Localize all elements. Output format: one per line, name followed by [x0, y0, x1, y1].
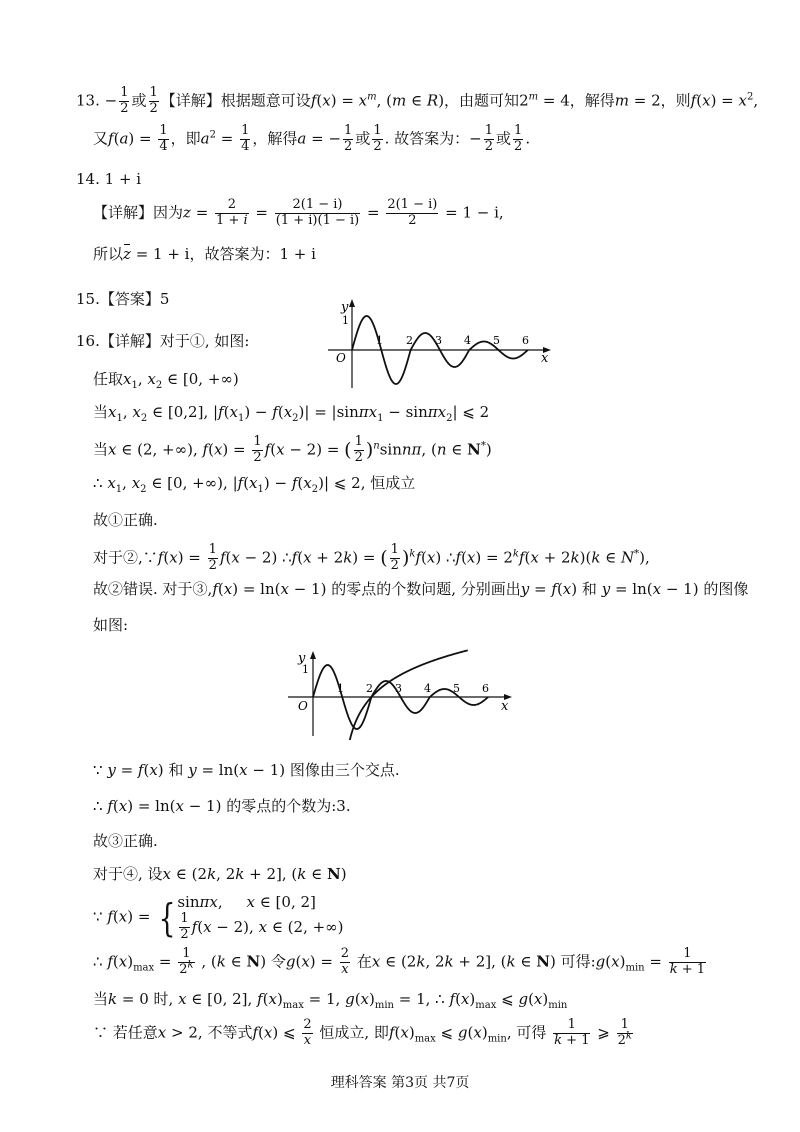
q16-conclusion3: 故③正确.: [93, 832, 158, 850]
graph1-tick-2: 2: [406, 334, 413, 347]
q13-tag: 【详解】: [160, 91, 221, 110]
graph1-y-label: y: [341, 300, 349, 315]
graph2-tick-6: 6: [482, 682, 489, 695]
graph2-tick-4: 4: [424, 682, 431, 695]
graph2-tick-2: 2: [366, 682, 373, 695]
q16-because-line: ∵ y = f(x) 和 y = ln(x − 1) 图像由三个交点.: [93, 761, 400, 779]
q16-as-figure: 如图:: [93, 616, 129, 634]
graph2-x-label: x: [501, 699, 509, 714]
q16-item4-intro: 对于④, 设x ∈ (2k, 2k + 2], (k ∈ N): [93, 865, 347, 883]
q15-line: 15.【答案】5: [76, 290, 170, 308]
q16-take: 任取$x_1$, $x_2$ ∈ [0, +∞): [93, 370, 239, 391]
q13-line1: 13. − $\frac{1}{2}$ 或 $\frac{1}{2}$ 【详解】根据题意可设$f(x) = x^m$, (m ∈ R)，由题可知$2^m = 4$，解得m = 2，则$f(x) = x^2$,: [76, 85, 759, 116]
graph1-x-label: x: [541, 351, 549, 366]
q16-item3: 故②错误. 对于③,f(x) = ln(x − 1) 的零点的个数问题, 分别画出y = f(x) 和 y = ln(x − 1) 的图像: [93, 580, 749, 598]
graph1-tick-1: 1: [376, 334, 383, 347]
graph2-tick-1: 1: [337, 682, 344, 695]
graph1-origin: O: [336, 351, 346, 365]
q16-final: ∵ 若任意x > 2, 不等式f(x) ⩽ $\frac{2}{x}$ 恒成立, 即$f(x)_{max}$ ⩽ $g(x)_{min}$, 可得 $\frac{1}{k + 1}$ ⩾ $\frac{1}{2^k}$: [93, 1017, 632, 1048]
graph-2: [286, 648, 518, 740]
q16-when2: 当x ∈ (2, +∞), f(x) = $\frac{1}{2}$ f(x − 2) = ( $\frac{1}{2}$ )$^n$sinnπ, (n ∈ N*): [93, 434, 492, 465]
q16-zero-count: ∴ f(x) = ln(x − 1) 的零点的个数为:3.: [93, 797, 351, 815]
q16-when-k0: 当k = 0 时, x ∈ [0, 2], $f(x)_{max} = 1$, $g(x)_{min} = 1$, ∴ $f(x)_{max}$ ⩽ $g(x)_{min}$: [93, 990, 568, 1011]
q14-line2: 所以z = 1 + i，故答案为：1 + i: [93, 245, 316, 263]
q16-item2: 对于②,∵f(x) = $\frac{1}{2}$ f(x − 2) ∴f(x + 2k) = ( $\frac{1}{2}$ )$^k$f(x) ∴f(x) = $2^kf(x + 2k)(k$ ∈ N*),: [93, 542, 650, 573]
q15-answer: 5: [159, 290, 170, 308]
graph1-tick-4: 4: [464, 334, 471, 347]
q16-when1: 当$x_1$, $x_2$ ∈ [0,2], $|f(x_1) - f(x_2)| = |\sin\pi x_1 - \sin\pi x_2|$ ⩽ 2: [93, 403, 490, 424]
page-footer: 理科答案 第3页 共7页: [330, 1075, 470, 1091]
q16-piecewise: ∵ f(x) = { sinπx, x ∈ [0, 2] $\frac{1}{2}$ f(x − 2), x ∈ (2, +∞): [93, 893, 344, 943]
q16-conclusion1: 故①正确.: [93, 511, 158, 529]
q16-line1: 16.【详解】对于①, 如图:: [76, 332, 250, 350]
graph2-curve-ln: [350, 650, 468, 740]
q14-header: 14. 1 + i: [76, 170, 142, 188]
graph2-tick-5: 5: [453, 682, 460, 695]
graph2-y-tick: 1: [302, 663, 309, 676]
q14-line1: 【详解】因为z = $\frac{2}{1 + i}$ = $\frac{2(1 - i)}{(1 + i)(1 - i)}$ = $\frac{2(1 - i)}{2}$ = 1 − i,: [93, 197, 504, 228]
q13-number: 13.: [76, 91, 100, 110]
graph1-tick-5: 5: [493, 334, 500, 347]
graph1-tick-6: 6: [522, 334, 529, 347]
graph2-origin: O: [298, 699, 308, 713]
graph1-tick-3: 3: [435, 334, 442, 347]
graph1-y-tick: 1: [342, 314, 349, 327]
q16-max-min: ∴ $f(x)_{max}$ = $\frac{1}{2^k}$ , (k ∈ N) 令g(x) = $\frac{2}{x}$ 在x ∈ (2k, 2k + 2], (k ∈ N) 可得$:g(x)_{min}$ = $\frac{1}{k + 1}$: [93, 946, 706, 977]
q16-therefore1: ∴ $x_1$, $x_2$ ∈ [0, +∞), $|f(x_1) - f(x_2)|$ ⩽ 2, 恒成立: [93, 474, 416, 495]
graph-1: [325, 296, 555, 392]
q14-answer: 1 + i: [104, 170, 142, 188]
q13-line2: 又f(a) = $\frac{1}{4}$ ，即$a^2$ = $\frac{1}{4}$ ，解得a = − $\frac{1}{2}$ 或 $\frac{1}{2}$ . 故答案为：− $\frac{1}{2}$ 或 $\frac{1}{2}$ .: [93, 123, 531, 154]
graph2-tick-3: 3: [395, 682, 402, 695]
graph2-y-label: y: [298, 651, 306, 666]
